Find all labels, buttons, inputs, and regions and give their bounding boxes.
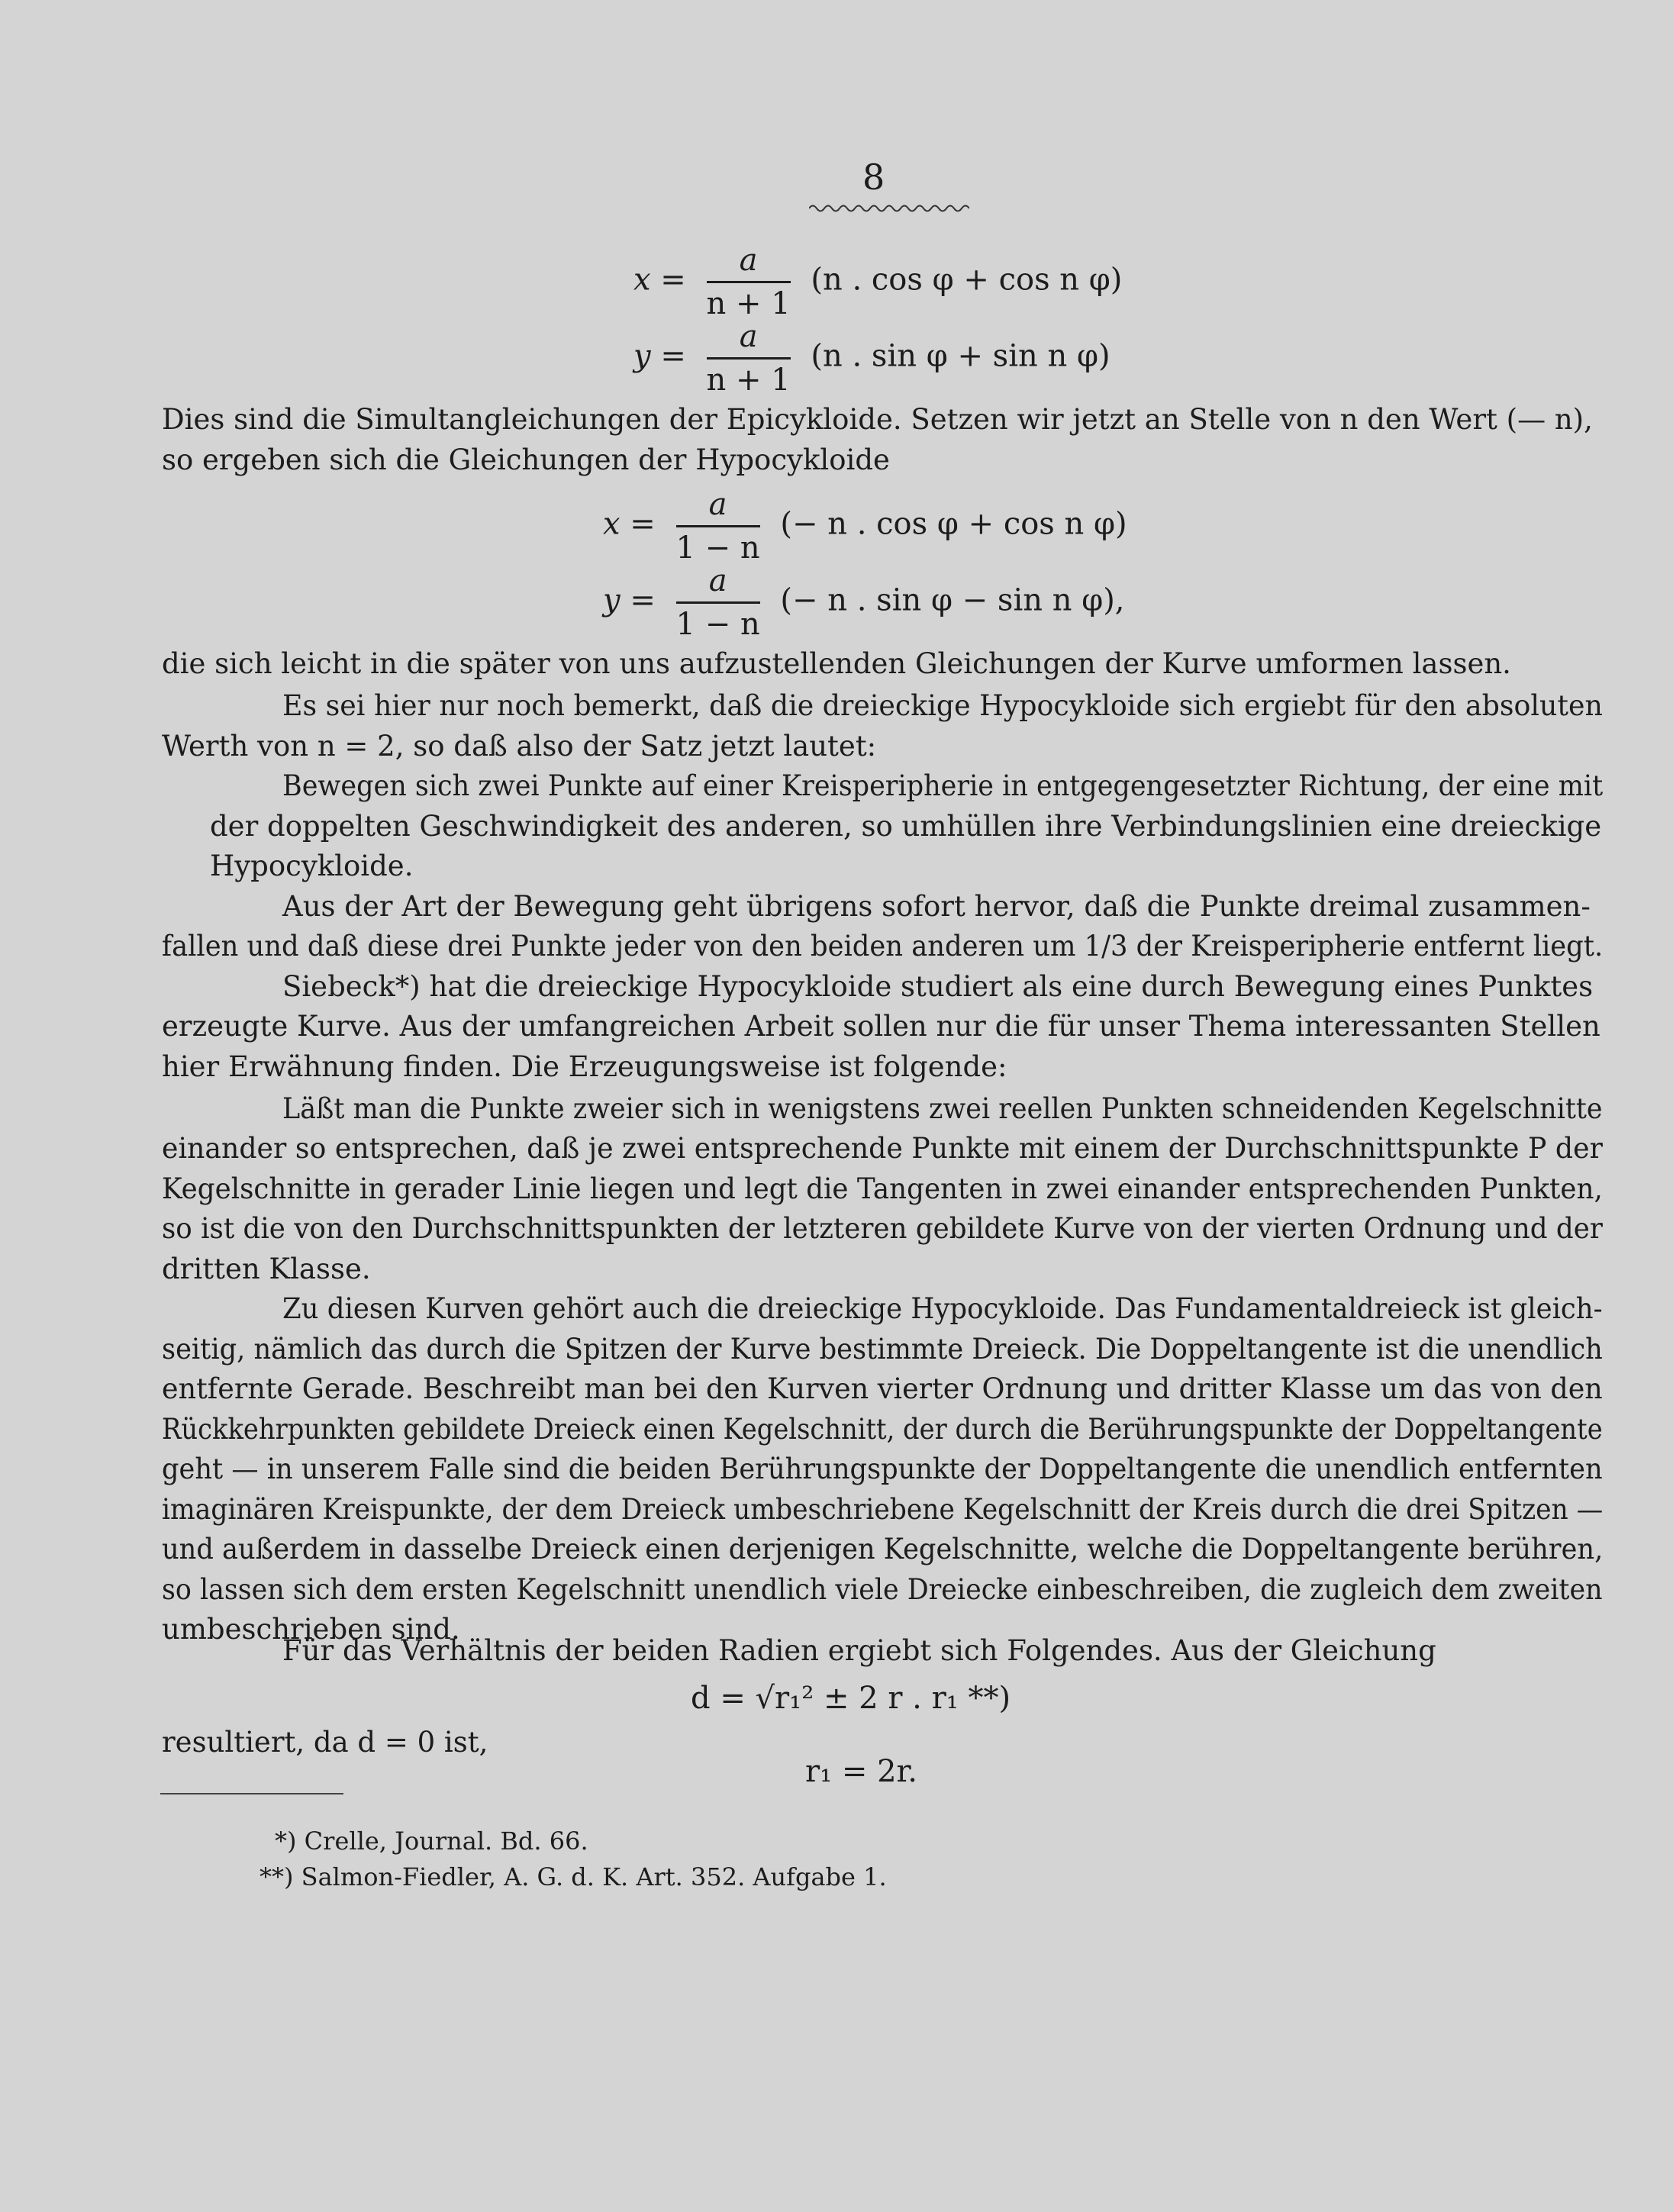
text-line: Bewegen sich zwei Punkte auf einer Kreisperipherie in entgegengesetzter Richtung, der eine mit — [282, 769, 1604, 802]
text-line: Rückkehrpunkten gebildete Dreieck einen Kegelschnitt, der durch die Berührungspunkte der Doppeltangente — [162, 1413, 1603, 1446]
text-line: geht — in unserem Falle sind die beiden Berührungspunkte der Doppeltangente die unendlich entfernten — [162, 1453, 1603, 1485]
equation-hypo-y: y = $\frac{a}{1 - n}$ (− n . sin φ − sin n φ), — [603, 563, 1125, 642]
page-number-ornament — [809, 203, 969, 214]
text-line: die sich leicht in die später von uns aufzustellenden Gleichungen der Kurve umformen lassen. — [162, 647, 1511, 680]
footnote-1: *) Crelle, Journal. Bd. 66. — [275, 1827, 588, 1856]
text-line: so lassen sich dem ersten Kegelschnitt unendlich viele Dreiecke einbeschreiben, die zugleich dem zweiten — [162, 1573, 1603, 1606]
equation-r: r₁ = 2r. — [805, 1754, 917, 1789]
equation-hypo-x: x = $\frac{a}{1 - n}$ (− n . cos φ + cos n φ) — [603, 487, 1127, 566]
text-line: Für das Verhältnis der beiden Radien ergiebt sich Folgendes. Aus der Gleichung — [282, 1634, 1436, 1667]
text-line: Dies sind die Simultangleichungen der Epicykloide. Setzen wir jetzt an Stelle von n den Wert (— n), — [162, 403, 1593, 436]
text-line: erzeugte Kurve. Aus der umfangreichen Arbeit sollen nur die für unser Thema interessanten Stellen — [162, 1010, 1600, 1043]
footnote-rule — [160, 1793, 343, 1794]
text-line: Zu diesen Kurven gehört auch die dreieckige Hypocykloide. Das Fundamentaldreieck ist gleich- — [282, 1292, 1603, 1325]
footnote-2: **) Salmon-Fiedler, A. G. d. K. Art. 352. Aufgabe 1. — [259, 1862, 887, 1891]
text-line: Werth von n = 2, so daß also der Satz jetzt lautet: — [162, 730, 877, 763]
text-line: der doppelten Geschwindigkeit des anderen, so umhüllen ihre Verbindungslinien eine dreieckige — [210, 810, 1602, 843]
text-line: resultiert, da d = 0 ist, — [162, 1726, 488, 1759]
equation-epi-y: y = $\frac{a}{n + 1}$ (n . sin φ + sin n φ) — [633, 319, 1110, 398]
page-number: 8 — [862, 156, 885, 198]
equation-epi-x: x = $\frac{a}{n + 1}$ (n . cos φ + cos n φ) — [633, 243, 1123, 321]
text-line: imaginären Kreispunkte, der dem Dreieck umbeschriebene Kegelschnitt der Kreis durch die drei Spitzen — — [162, 1493, 1604, 1526]
text-line: und außerdem in dasselbe Dreieck einen derjenigen Kegelschnitte, welche die Doppeltangente berühren, — [162, 1533, 1604, 1565]
text-line: umbeschrieben sind. — [162, 1613, 460, 1646]
text-line: Läßt man die Punkte zweier sich in wenigstens zwei reellen Punkten schneidenden Kegelschnitte — [282, 1092, 1603, 1125]
text-line: entfernte Gerade. Beschreibt man bei den Kurven vierter Ordnung und dritter Klasse um das von den — [162, 1372, 1603, 1405]
text-line: dritten Klasse. — [162, 1253, 371, 1285]
equation-d: d = √r₁² ± 2 r . r₁ **) — [691, 1681, 1011, 1716]
text-line: Kegelschnitte in gerader Linie liegen und legt die Tangenten in zwei einander entsprechenden Punkten, — [162, 1172, 1603, 1205]
text-line: seitig, nämlich das durch die Spitzen der Kurve bestimmte Dreieck. Die Doppeltangente ist die unendlich — [162, 1333, 1603, 1366]
text-line: Es sei hier nur noch bemerkt, daß die dreieckige Hypocykloide sich ergiebt für den absoluten — [282, 689, 1603, 722]
text-line: Hypocykloide. — [210, 850, 414, 882]
text-line: so ist die von den Durchschnittspunkten der letzteren gebildete Kurve von der vierten Ordnung und der — [162, 1212, 1603, 1245]
text-line: einander so entsprechen, daß je zwei entsprechende Punkte mit einem der Durchschnittspunkte P der — [162, 1132, 1603, 1165]
text-line: fallen und daß diese drei Punkte jeder von den beiden anderen um 1/3 der Kreisperipherie entfernt liegt. — [162, 930, 1604, 963]
text-line: hier Erwähnung finden. Die Erzeugungsweise ist folgende: — [162, 1050, 1007, 1083]
text-line: so ergeben sich die Gleichungen der Hypocykloide — [162, 443, 890, 476]
text-line: Siebeck*) hat die dreieckige Hypocykloide studiert als eine durch Bewegung eines Punktes — [282, 970, 1594, 1003]
text-line: Aus der Art der Bewegung geht übrigens sofort hervor, daß die Punkte dreimal zusammen- — [282, 890, 1591, 923]
